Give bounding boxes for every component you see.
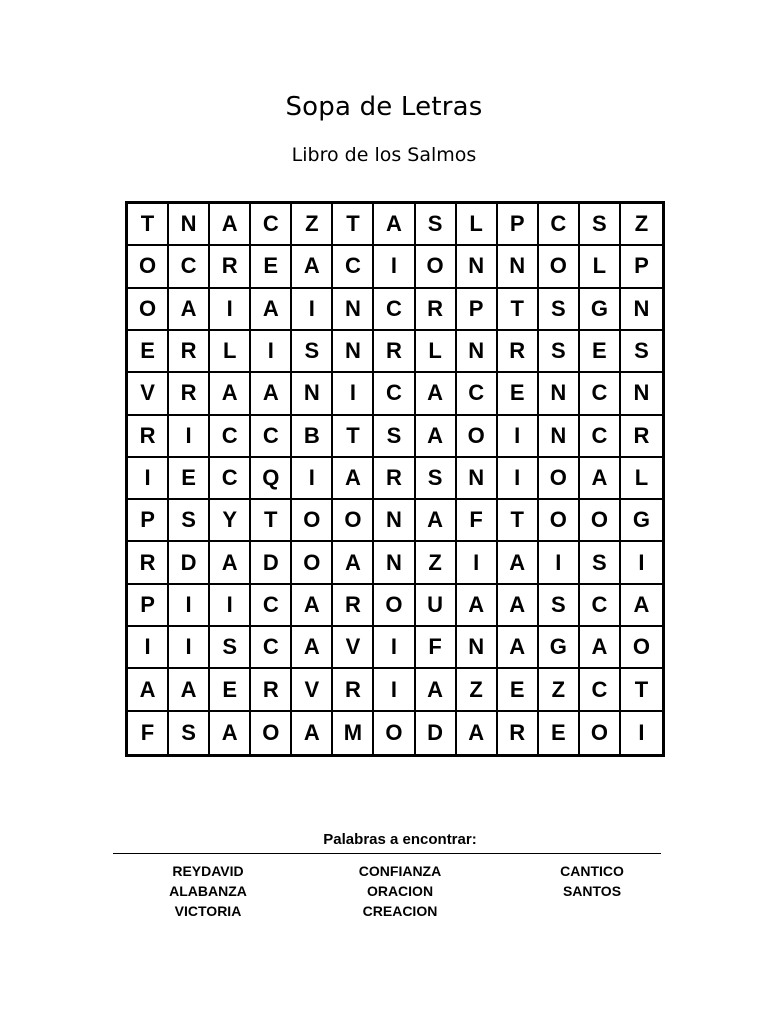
grid-cell: A [210, 542, 251, 584]
grid-cell: A [498, 585, 539, 627]
grid-cell: C [169, 246, 210, 288]
grid-cell: A [292, 585, 333, 627]
word-list-column-2 [320, 861, 480, 921]
grid-cell: N [333, 289, 374, 331]
grid-cell: N [374, 542, 415, 584]
grid-cell: G [621, 500, 662, 542]
grid-cell: C [580, 585, 621, 627]
grid-cell: C [251, 627, 292, 669]
grid-cell: P [128, 500, 169, 542]
grid-cell: C [374, 373, 415, 415]
grid-cell: A [210, 712, 251, 754]
grid-cell: A [457, 585, 498, 627]
grid-cell: R [374, 458, 415, 500]
grid-cell: Q [251, 458, 292, 500]
grid-cell: R [128, 416, 169, 458]
word-list-divider [113, 853, 661, 854]
grid-cell: O [333, 500, 374, 542]
grid-cell: A [416, 416, 457, 458]
grid-cell: A [169, 289, 210, 331]
grid-cell: R [251, 669, 292, 711]
grid-cell: S [292, 331, 333, 373]
grid-cell: D [251, 542, 292, 584]
grid-cell: F [416, 627, 457, 669]
word-list-column-1 [128, 861, 288, 921]
grid-cell: C [374, 289, 415, 331]
grid-cell: O [128, 289, 169, 331]
word-list-item: REYDAVID [172, 863, 244, 879]
grid-cell: A [498, 542, 539, 584]
grid-cell: I [621, 542, 662, 584]
word-list-item: ALABANZA [169, 883, 247, 899]
grid-cell: N [621, 289, 662, 331]
word-list-column-3 [512, 861, 672, 901]
grid-cell: T [333, 416, 374, 458]
word-list-item: CREACION [362, 903, 438, 919]
grid-cell: A [580, 458, 621, 500]
grid-cell: E [498, 373, 539, 415]
grid-cell: I [498, 416, 539, 458]
grid-cell: P [498, 204, 539, 246]
grid-cell: O [416, 246, 457, 288]
grid-cell: S [539, 585, 580, 627]
grid-cell: A [292, 627, 333, 669]
grid-cell: N [333, 331, 374, 373]
grid-cell: E [580, 331, 621, 373]
grid-cell: N [457, 246, 498, 288]
grid-cell: A [498, 627, 539, 669]
grid-cell: G [580, 289, 621, 331]
grid-cell: S [580, 542, 621, 584]
grid-cell: O [539, 246, 580, 288]
grid-cell: O [539, 458, 580, 500]
grid-cell: N [457, 627, 498, 669]
grid-cell: L [210, 331, 251, 373]
grid-cell: C [580, 416, 621, 458]
grid-cell: E [210, 669, 251, 711]
grid-cell: R [210, 246, 251, 288]
grid-cell: N [457, 458, 498, 500]
grid-cell: B [292, 416, 333, 458]
grid-cell: E [128, 331, 169, 373]
grid-cell: Z [621, 204, 662, 246]
word-list-item: SANTOS [562, 883, 622, 899]
grid-cell: I [169, 416, 210, 458]
grid-cell: I [128, 458, 169, 500]
grid-cell: S [539, 289, 580, 331]
grid-cell: R [128, 542, 169, 584]
grid-cell: L [416, 331, 457, 373]
grid-cell: D [416, 712, 457, 754]
grid-cell: S [580, 204, 621, 246]
grid-cell: R [169, 331, 210, 373]
grid-cell: O [292, 500, 333, 542]
grid-cell: S [210, 627, 251, 669]
grid-cell: R [169, 373, 210, 415]
grid-cell: C [333, 246, 374, 288]
grid-cell: T [251, 500, 292, 542]
grid-cell: R [416, 289, 457, 331]
grid-cell: P [128, 585, 169, 627]
letter-grid [125, 201, 665, 757]
grid-cell: E [539, 712, 580, 754]
grid-cell: O [457, 416, 498, 458]
grid-cell: I [498, 458, 539, 500]
grid-cell: A [621, 585, 662, 627]
grid-cell: A [457, 712, 498, 754]
grid-cell: C [210, 416, 251, 458]
page-title: Sopa de Letras [285, 92, 483, 122]
grid-cell: R [333, 669, 374, 711]
grid-cell: C [251, 585, 292, 627]
grid-cell: G [539, 627, 580, 669]
grid-cell: L [457, 204, 498, 246]
grid-cell: A [580, 627, 621, 669]
grid-cell: T [333, 204, 374, 246]
grid-cell: R [621, 416, 662, 458]
word-list-item: ORACION [366, 883, 434, 899]
grid-cell: T [498, 289, 539, 331]
grid-cell: L [621, 458, 662, 500]
grid-cell: A [128, 669, 169, 711]
grid-cell: N [539, 373, 580, 415]
grid-cell: Y [210, 500, 251, 542]
grid-cell: S [169, 712, 210, 754]
grid-cell: O [374, 585, 415, 627]
grid-cell: F [457, 500, 498, 542]
grid-cell: O [292, 542, 333, 584]
grid-cell: T [621, 669, 662, 711]
grid-cell: I [251, 331, 292, 373]
grid-cell: V [292, 669, 333, 711]
grid-cell: R [498, 331, 539, 373]
grid-cell: I [374, 669, 415, 711]
grid-cell: D [169, 542, 210, 584]
grid-cell: O [128, 246, 169, 288]
grid-cell: P [457, 289, 498, 331]
grid-cell: N [374, 500, 415, 542]
grid-cell: S [169, 500, 210, 542]
grid-cell: R [498, 712, 539, 754]
grid-cell: R [374, 331, 415, 373]
grid-cell: A [292, 712, 333, 754]
grid-cell: T [128, 204, 169, 246]
grid-cell: A [374, 204, 415, 246]
grid-cell: S [416, 204, 457, 246]
grid-cell: E [251, 246, 292, 288]
grid-cell: C [580, 373, 621, 415]
grid-cell: A [210, 373, 251, 415]
grid-cell: S [621, 331, 662, 373]
grid-cell: I [292, 458, 333, 500]
grid-cell: P [621, 246, 662, 288]
grid-cell: I [539, 542, 580, 584]
grid-cell: F [128, 712, 169, 754]
grid-cell: O [580, 500, 621, 542]
grid-cell: L [580, 246, 621, 288]
grid-cell: O [374, 712, 415, 754]
page-subtitle: Libro de los Salmos [291, 144, 477, 166]
grid-cell: I [638, 719, 645, 745]
grid-cell: N [292, 373, 333, 415]
grid-cell: V [128, 373, 169, 415]
grid-cell: N [169, 204, 210, 246]
grid-cell: I [374, 627, 415, 669]
grid-cell: C [457, 373, 498, 415]
grid-cell: I [128, 627, 169, 669]
grid-cell: Z [457, 669, 498, 711]
grid-cell: O [580, 712, 621, 754]
grid-cell: M [333, 712, 374, 754]
grid-cell: O [539, 500, 580, 542]
grid-cell: C [539, 204, 580, 246]
grid-cell: O [621, 627, 662, 669]
grid-cell: N [539, 416, 580, 458]
grid-cell: I [210, 289, 251, 331]
grid-cell: I [457, 542, 498, 584]
grid-cell: Z [416, 542, 457, 584]
grid-cell: R [333, 585, 374, 627]
grid-cell: U [416, 585, 457, 627]
grid-cell: N [457, 331, 498, 373]
grid-cell: O [251, 712, 292, 754]
grid-cell: A [292, 246, 333, 288]
grid-cell: C [580, 669, 621, 711]
grid-cell: I [292, 289, 333, 331]
grid-cell: I [210, 585, 251, 627]
grid-cell: E [498, 669, 539, 711]
grid-cell: A [169, 669, 210, 711]
grid-cell: I [169, 627, 210, 669]
word-list-item: VICTORIA [174, 903, 242, 919]
grid-cell: N [621, 373, 662, 415]
word-list-item: CANTICO [560, 863, 624, 879]
grid-cell: A [416, 373, 457, 415]
grid-cell: A [210, 204, 251, 246]
grid-cell: S [374, 416, 415, 458]
grid-cell: N [498, 246, 539, 288]
word-list-heading: Palabras a encontrar: [323, 831, 477, 848]
grid-cell: A [251, 289, 292, 331]
word-list-item: CONFIANZA [358, 863, 442, 879]
grid-cell: S [539, 331, 580, 373]
grid-cell: A [333, 542, 374, 584]
grid-cell: C [251, 416, 292, 458]
grid-cell: S [416, 458, 457, 500]
grid-cell: E [169, 458, 210, 500]
grid-cell: V [333, 627, 374, 669]
grid-cell: A [251, 373, 292, 415]
grid-cell: I [333, 373, 374, 415]
grid-cell: Z [292, 204, 333, 246]
grid-cell: A [416, 669, 457, 711]
grid-cell: Z [539, 669, 580, 711]
grid-cell: A [416, 500, 457, 542]
grid-cell: I [169, 585, 210, 627]
grid-cell: I [374, 246, 415, 288]
grid-cell: T [498, 500, 539, 542]
grid-cell: C [210, 458, 251, 500]
grid-cell: C [251, 204, 292, 246]
grid-cell: A [333, 458, 374, 500]
